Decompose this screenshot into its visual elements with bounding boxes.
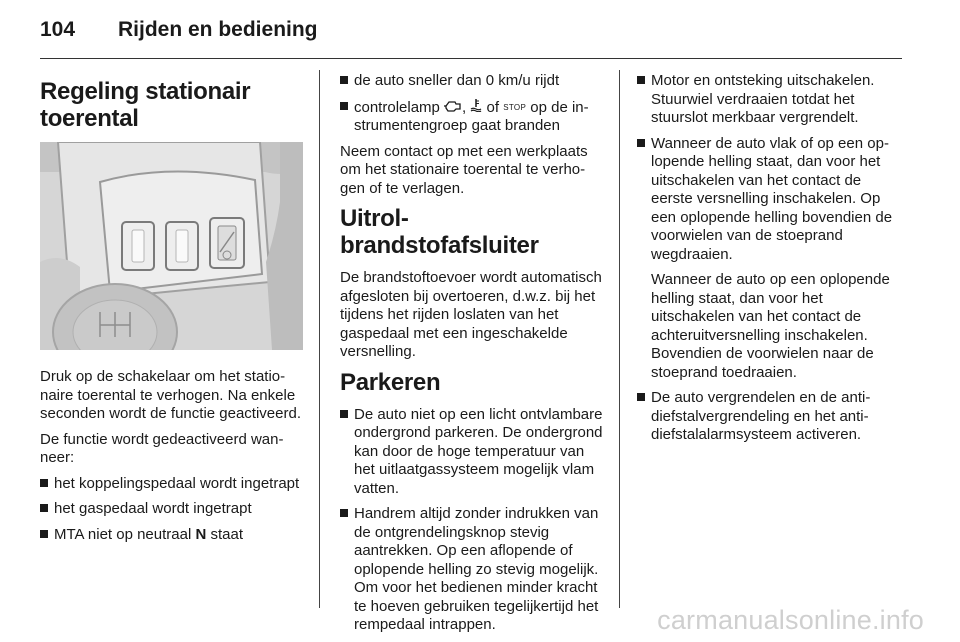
neutral-gear-label: N bbox=[195, 525, 207, 543]
page-number: 104 bbox=[40, 18, 76, 41]
column-3 bbox=[637, 72, 901, 452]
column-divider bbox=[319, 70, 320, 608]
list-item: het gaspedaal wordt ingetrapt bbox=[40, 500, 303, 519]
paragraph-idle-deactivate: De functie wordt gedeactiveerd wanneer: bbox=[40, 430, 284, 466]
deactivation-list-continued bbox=[340, 72, 603, 136]
column-1 bbox=[40, 72, 303, 551]
list-item: controlelamp , of STOP op de instrumentengroep gaat branden bbox=[340, 98, 603, 136]
sub-paragraph-uphill: Wanneer de auto op een oplopende helling staat, dan voor het uitschakelen van het contact de achteruitversnelling inschakelen. Bovendien de voorwielen naar de stoeprand toedraaien. bbox=[651, 271, 890, 381]
stop-warning-icon: STOP bbox=[503, 102, 527, 112]
list-item: Handrem altijd zonder indrukken van de ontgrendelingsknop stevig aantrekken. Op een aflopende of oplopende helling zo stevig mogelijk. Om voor het bedienen minder kracht te hoeven gebruiken tegelijkertijd het rempedaal intrappen. bbox=[340, 505, 603, 635]
paragraph-workshop-contact: Neem contact op met een werkplaats om het stationaire toerental te verhogen of te verlagen. bbox=[340, 142, 588, 197]
column-divider bbox=[619, 70, 620, 608]
dashboard-switch-photo bbox=[40, 142, 303, 350]
list-item: MTA niet op neutraal N staat bbox=[40, 526, 303, 545]
bullet-square-icon bbox=[40, 479, 48, 487]
bullet-square-icon bbox=[340, 102, 348, 110]
bullet-square-icon bbox=[40, 530, 48, 538]
bullet-square-icon bbox=[340, 509, 348, 517]
list-item: Motor en ontsteking uitschakelen. Stuurwiel verdraaien totdat het stuurslot merkbaar vergrendelt. bbox=[637, 72, 901, 128]
bullet-square-icon bbox=[637, 393, 645, 401]
header-rule bbox=[40, 58, 902, 59]
column-2 bbox=[340, 72, 603, 642]
list-item: De auto niet op een licht ontvlambare ondergrond parkeren. De ondergrond kan door de hoge temperatuur van het uitlaatgassysteem mogelijk vlam vatten. bbox=[340, 406, 603, 499]
watermark: carmanualsonline.info bbox=[657, 605, 924, 635]
list-item: het koppelingspedaal wordt ingetrapt bbox=[40, 475, 303, 494]
list-item: Wanneer de auto vlak of op een oplopende helling staat, dan voor het uitschakelen van het contact de eerste versnelling inschakelen. Op een oplopende helling bovendien de voorwielen van de stoeprand wegdraaien. Wanneer de auto op een oplopende helling staat, dan voor het uitschakelen van het contact de achteruitversnelling inschakelen. Bovendien de voorwielen naar de stoeprand toedraaien. bbox=[637, 135, 901, 383]
bullet-square-icon bbox=[340, 410, 348, 418]
parking-list bbox=[340, 406, 603, 635]
page-header bbox=[40, 18, 318, 48]
heading-parking: Parkeren bbox=[340, 368, 441, 396]
bullet-square-icon bbox=[637, 76, 645, 84]
list-item: de auto sneller dan 0 km/u rijdt bbox=[340, 72, 603, 91]
heading-idle-speed: Regeling stationair toerental bbox=[40, 78, 251, 132]
section-title: Rijden en bediening bbox=[118, 18, 318, 41]
list-item: De auto vergrendelen en de anti-diefstalvergrendeling en het anti-diefstalalarmsysteem activeren. bbox=[637, 389, 901, 445]
deactivation-list bbox=[40, 475, 303, 545]
bullet-square-icon bbox=[40, 504, 48, 512]
paragraph-fuel-cutoff: De brandstoftoevoer wordt automatisch afgesloten bij overtoeren, d.w.z. bij het tijdens het rijden loslaten van het gaspedaal met een ingeschakelde versnelling. bbox=[340, 269, 602, 360]
paragraph-idle-activate: Druk op de schakelaar om het stationaire toerental te verhogen. Na enkele seconden wordt de functie geactiveerd. bbox=[40, 368, 301, 422]
bullet-square-icon bbox=[340, 76, 348, 84]
parking-list-continued bbox=[637, 72, 901, 445]
bullet-square-icon bbox=[637, 139, 645, 147]
coolant-temperature-icon bbox=[470, 98, 482, 117]
switch-panel-illustration bbox=[40, 142, 303, 350]
engine-check-warning-icon bbox=[444, 98, 462, 117]
heading-fuel-cutoff: Uitrol-brandstofafsluiter bbox=[340, 205, 539, 259]
